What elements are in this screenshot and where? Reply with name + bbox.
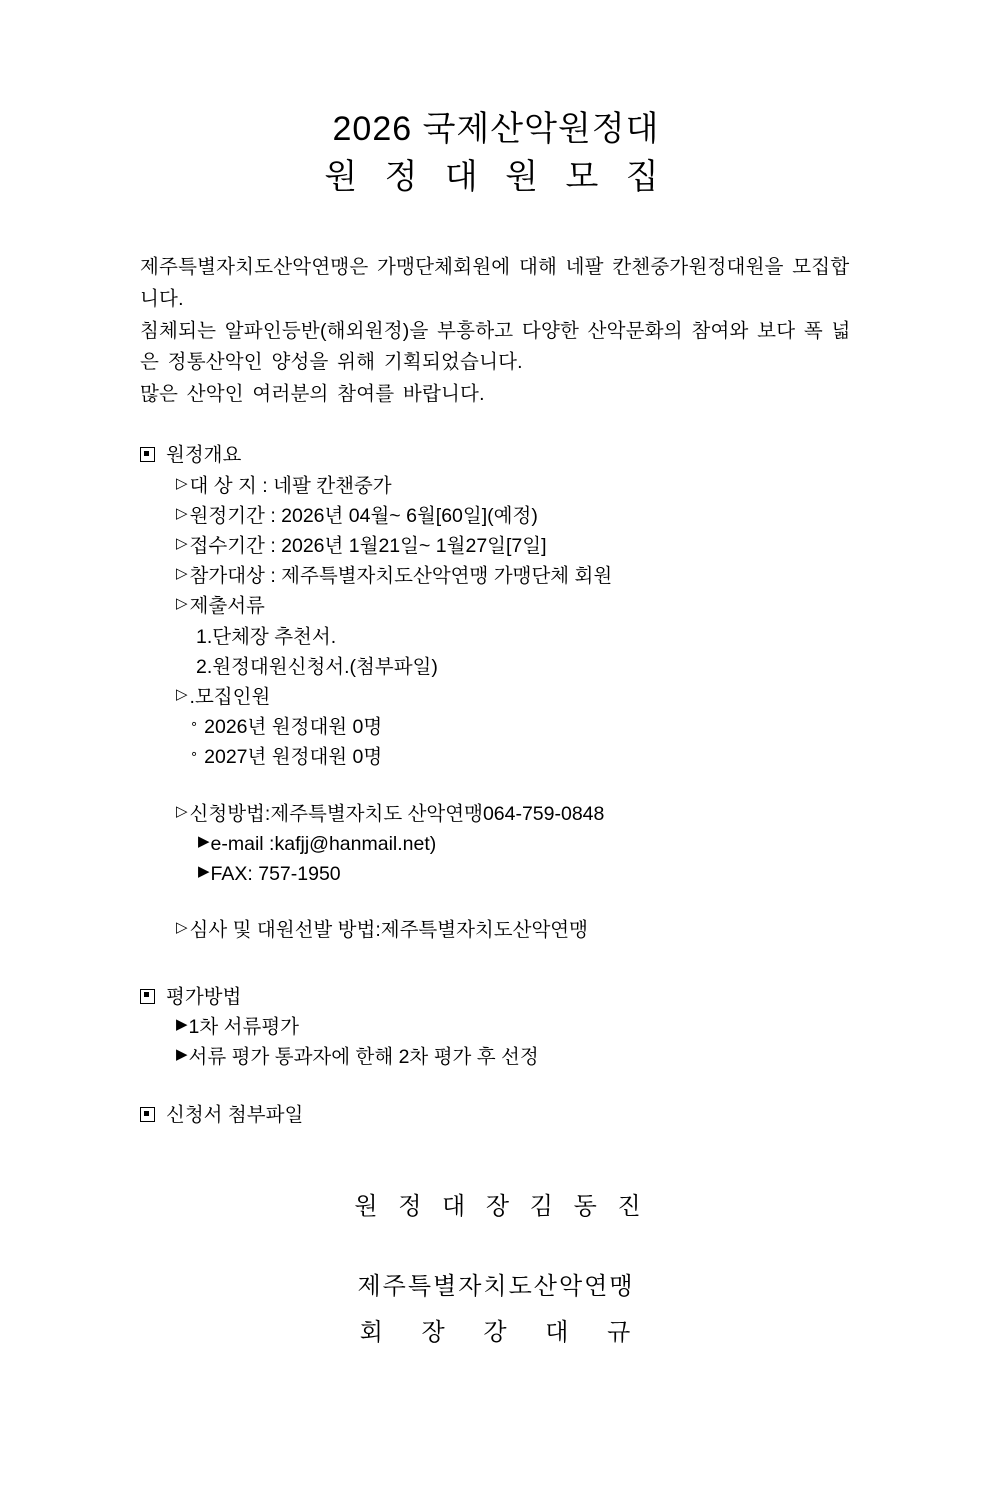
section-heading bbox=[140, 1100, 992, 1130]
list-item bbox=[176, 682, 992, 712]
expedition-leader-signature: 원 정 대 장 김 동 진 bbox=[354, 1193, 648, 1221]
section-expedition-overview bbox=[140, 440, 992, 945]
list-item-numbered: 1.단체장 추천서. bbox=[196, 625, 337, 648]
circle-bullet-icon: ∘ bbox=[190, 746, 199, 762]
triangle-right-hollow-icon: ▷ bbox=[176, 504, 188, 522]
list-item bbox=[176, 915, 992, 945]
triangle-right-solid-icon: ▶ bbox=[198, 863, 210, 881]
list-item-label: 제출서류 bbox=[189, 595, 265, 618]
list-item-label: 대 상 지 : 네팔 칸챈중가 bbox=[189, 474, 392, 497]
list-item-label: 접수기간 : 2026년 1월21일~ 1월27일[7일] bbox=[189, 534, 547, 557]
list-item bbox=[176, 859, 992, 889]
triangle-right-solid-icon: ▶ bbox=[198, 832, 210, 850]
chairman-signature: 회 장 강 대 규 bbox=[359, 1318, 647, 1346]
section-heading bbox=[140, 982, 992, 1012]
spacer bbox=[176, 889, 992, 915]
intro-paragraph-1: 제주특별자치도산악연맹은 가맹단체회원에 대해 네팔 칸첸중가원정대원을 모집합니다. bbox=[140, 256, 850, 310]
circle-bullet-icon: ∘ bbox=[190, 716, 199, 732]
intro-paragraphs bbox=[0, 252, 992, 410]
filled-square-icon bbox=[140, 989, 155, 1004]
spacer bbox=[176, 773, 992, 799]
title-line-2: 원 정 대 원 모 집 bbox=[324, 157, 668, 196]
triangle-right-solid-icon: ▶ bbox=[176, 1015, 188, 1033]
list-item bbox=[176, 1012, 992, 1042]
signature-block bbox=[0, 1184, 992, 1355]
section-heading bbox=[140, 440, 992, 470]
list-item bbox=[176, 561, 992, 591]
triangle-right-hollow-icon: ▷ bbox=[176, 534, 188, 552]
list-item bbox=[176, 501, 992, 531]
list-item bbox=[176, 1042, 992, 1072]
list-item-label: 2026년 원정대원 0명 bbox=[204, 716, 383, 739]
organization-name: 제주특별자치도산악연맹 bbox=[357, 1273, 635, 1301]
triangle-right-hollow-icon: ▷ bbox=[176, 595, 188, 613]
filled-square-icon bbox=[140, 447, 155, 462]
list-item-label: 2027년 원정대원 0명 bbox=[204, 746, 383, 769]
triangle-right-hollow-icon: ▷ bbox=[176, 565, 188, 583]
list-item bbox=[176, 829, 992, 859]
list-item-label: 원정기간 : 2026년 04월~ 6월[60일](예정) bbox=[189, 504, 538, 527]
list-item-label: 신청방법:제주특별자치도 산악연맹064-759-0848 bbox=[189, 802, 605, 825]
spacer bbox=[140, 946, 992, 980]
list-item bbox=[176, 531, 992, 561]
list-item-label: 서류 평가 통과자에 한해 2차 평가 후 선정 bbox=[188, 1046, 539, 1068]
triangle-right-hollow-icon: ▷ bbox=[176, 802, 188, 820]
list-item-label: e-mail :kafjj@hanmail.net) bbox=[210, 832, 437, 855]
section-evaluation-method bbox=[140, 982, 992, 1073]
list-item-bulleted bbox=[176, 742, 992, 772]
list-item-label: 참가대상 : 제주특별자치도산악연맹 가맹단체 회원 bbox=[189, 565, 613, 588]
section-title: 원정개요 bbox=[166, 444, 242, 467]
section-items bbox=[140, 471, 992, 946]
triangle-right-hollow-icon: ▷ bbox=[176, 686, 188, 704]
document-title bbox=[0, 108, 992, 200]
intro-paragraph-3: 많은 산악인 여러분의 참여를 바랍니다. bbox=[140, 382, 485, 405]
list-item-label: .모집인원 bbox=[189, 686, 271, 709]
section-application-attachment bbox=[140, 1100, 992, 1130]
triangle-right-hollow-icon: ▷ bbox=[176, 474, 188, 492]
filled-square-icon bbox=[140, 1107, 155, 1122]
list-item bbox=[176, 591, 992, 621]
spacer bbox=[140, 1072, 992, 1098]
list-item bbox=[176, 471, 992, 501]
list-item-numbered: 2.원정대원신청서.(첨부파일) bbox=[196, 655, 438, 678]
list-item-label: 1차 서류평가 bbox=[188, 1015, 299, 1038]
title-line-1: 2026 국제산악원정대 bbox=[332, 110, 660, 148]
section-items bbox=[140, 1012, 992, 1072]
list-item-label: FAX: 757-1950 bbox=[210, 863, 341, 886]
triangle-right-hollow-icon: ▷ bbox=[176, 919, 188, 937]
triangle-right-solid-icon: ▶ bbox=[176, 1046, 188, 1063]
list-item bbox=[176, 799, 992, 829]
list-item-label: 심사 및 대원선발 방법:제주특별자치도산악연맹 bbox=[189, 919, 588, 942]
section-title: 신청서 첨부파일 bbox=[166, 1104, 304, 1127]
section-title: 평가방법 bbox=[166, 985, 242, 1008]
document-body bbox=[0, 440, 992, 1130]
list-item-bulleted bbox=[176, 712, 992, 742]
document-page bbox=[0, 108, 992, 1511]
intro-paragraph-2: 침체되는 알파인등반(해외원정)을 부흥하고 다양한 산악문화의 참여와 보다 폭 넓은 정통산악인 양성을 위해 기획되었습니다. bbox=[140, 319, 851, 374]
